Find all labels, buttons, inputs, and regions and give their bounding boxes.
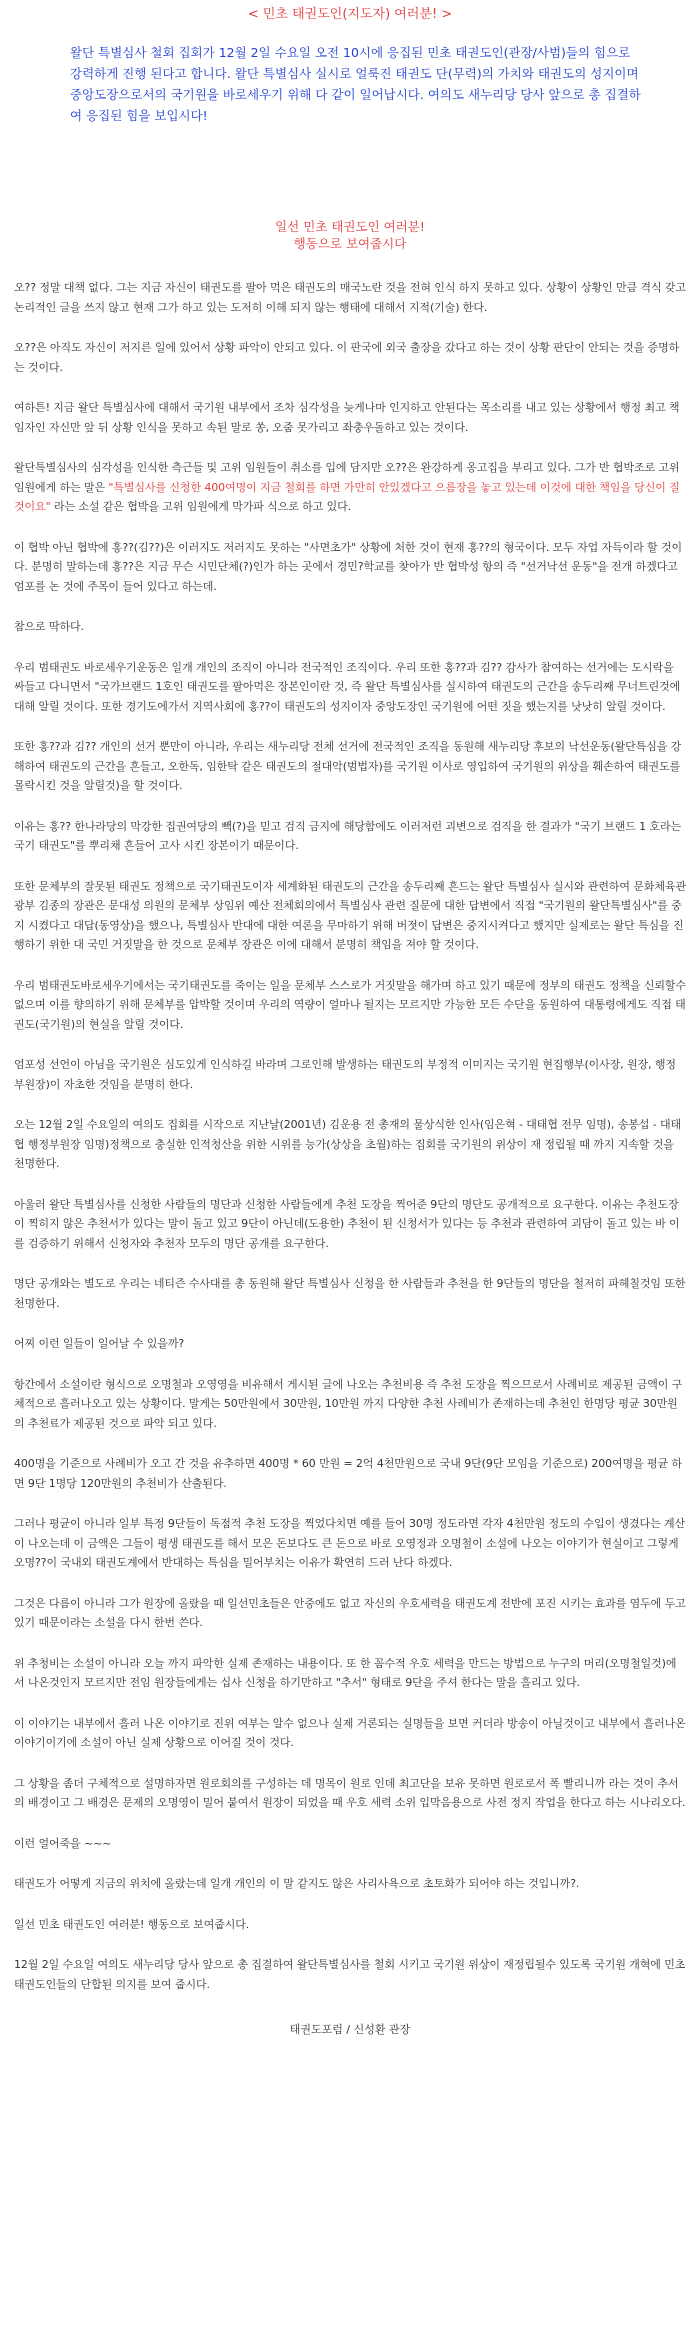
- paragraph-text: 왈단특별심사의 심각성을 인식한 측근들 및 고위 임원들이 취소를 입에 담지만 오??은 완강하게 옹고집을 부리고 있다. 그가 반 협박조로 고위 임원에게 하는 말은: [14, 461, 680, 494]
- paragraph-text: 라는 소설 같은 협박을 고위 임원에게 막가파 식으로 하고 있다.: [50, 500, 352, 513]
- highlighted-quote: "특별심사를 신청한 400여명이 지금 철회를 하면 가만히 안있겠다고 으름장을 놓고 있는데 이것에 대한 책임을 당신이 질 것이요": [14, 480, 680, 513]
- subtitle-line-1: 일선 민초 태권도인 여러분!: [275, 219, 425, 234]
- paragraph: 그것은 다름이 아니라 그가 원장에 올랐을 때 일선민초들은 안중에도 없고 자신의 우호세력을 태권도계 전반에 포진 시키는 효과를 염두에 두고 있기 때문이라는 소설을 다시 한번 쓴다.: [14, 1596, 686, 1629]
- paragraph: 우리 범태권도 바로세우기운동은 일개 개인의 조직이 아니라 전국적인 조직이다. 우리 또한 홍??과 김?? 감사가 참여하는 선거에는 도시락을 싸들고 다니면서 "국가브랜드 1호인 태권도를 팔아먹은 장본인이란 것, 즉 왈단 특별심사를 실시하여 태권도의 근간을 송두리째 무너트린것에 대해 알릴 것이다. 또한 경기도에가서 지역사회에 홍??이 태권도의 성지이자 중앙도장인 국기원에 어떤 짓을 했는지를 낫낫히 알릴 것이다.: [14, 660, 681, 713]
- paragraph: 우리 범태권도바로세우기에서는 국기태권도를 죽이는 일을 문체부 스스로가 거짓말을 해가며 하고 있기 때문에 정부의 태권도 정책을 신뢰할수 없으며 이를 향의하기 위해 문체부를 압박할 것이며 우리의 역량이 얼마나 될지는 모르지만 가능한 모든 수단을 동원하여 대통령에게도 직접 태권도(국기원)의 현실을 알릴 것이다.: [14, 978, 686, 1031]
- paragraph: 이 협박 아닌 협박에 홍??(김??)은 이러지도 저러지도 못하는 "사면초가" 상황에 처한 것이 현재 홍??의 형국이다. 모두 자업 자득이라 할 것이다. 분명히 말하는데 홍??은 지금 무슨 시민단체(?)인가 하는 곳에서 경민?학교를 찾아가 반 협박성 항의 즉 "선거낙선 운동"을 전개 하겠다고 엄포를 논 것에 주목이 들어 있다고 하는데.: [14, 540, 683, 593]
- paragraph: 태권도가 어떻게 지금의 위치에 올랐는데 일개 개인의 이 말 같지도 않은 사리사욕으로 초토화가 되어야 하는 것입니까?.: [14, 1877, 580, 1890]
- paragraph: 오는 12월 2일 수요일의 여의도 집회를 시작으로 지난날(2001년) 김운용 전 총재의 물상식한 인사(임은혁 - 대태협 전무 임명), 송봉섭 - 대태협 행정부원장 임명)정책으로 충실한 인적청산을 위한 시위를 능가(상상을 초월)하는 집회를 국기원의 위상이 재 정립될 때 까지 지속할 것을 천명한다.: [14, 1118, 682, 1170]
- paragraph: 오??은 아직도 자신이 저지른 일에 있어서 상황 파악이 안되고 있다. 이 판국에 외국 출장을 갔다고 하는 것이 상황 판단이 안되는 것을 증명하는 것이다.: [14, 341, 680, 374]
- paragraph: 그러나 평균이 아니라 일부 특정 9단들이 독점적 추천 도장을 찍었다치면 예를 들어 30명 정도라면 각자 4천만원 정도의 수입이 생겼다는 계산이 나오는데 이 금액은 그들이 평생 태권도를 해서 모은 돈보다도 큰 돈으로 바로 오영정과 오명철이 소설에 나오는 이야기가 현실이고 그렇게 오명??이 국내외 태권도계에서 반대하는 특심을 밀어부치는 이유가 확연히 드러 난다 하겠다.: [14, 1517, 686, 1569]
- paragraph: 일선 민초 태권도인 여러분! 행동으로 보여줍시다.: [14, 1917, 250, 1931]
- paragraph: 어찌 이런 일들이 일어날 수 있을까?: [14, 1337, 185, 1350]
- paragraph: 400명을 기준으로 사례비가 오고 간 것을 유추하면 400명 * 60 만원 = 2억 4천만원으로 국내 9단(9단 모임을 기준으로) 200여명을 평균 하면 9단 1명당 120만원의 추천비가 산출된다.: [14, 1457, 682, 1490]
- paragraph: 엄포성 선언이 아님을 국기원은 심도있게 인식하길 바라며 그로인해 발생하는 태권도의 부정적 이미지는 국기원 현집행부(이사장, 원장, 행정부원장)이 자초한 것임을 분명히 한다.: [14, 1058, 676, 1091]
- paragraph: 항간에서 소설이란 형식으로 오명철과 오영영을 비유해서 게시된 글에 나오는 추천비용 즉 추천 도장을 찍으므로서 사례비로 제공된 금액이 구체적으로 흘러나오고 있는 상황이다. 말게는 50만원에서 30만원, 10만원 까지 다양한 추천 사례비가 존재하는데 추천인 한명당 평균 30만원의 추천료가 제공된 것으로 파악 되고 있다.: [14, 1377, 683, 1430]
- paragraph: 오?? 정말 대책 없다. 그는 지금 자신이 태권도를 팔아 먹은 태권도의 매국노란 것을 전혀 인식 하지 못하고 있다. 상황이 상황인 만큼 격식 갖고 논리적인 글을 쓰지 않고 현재 그가 하고 있는 도저히 이해 되지 않는 행태에 대해서 지적(기술) 한다.: [14, 281, 686, 314]
- subtitle-line-2: 행동으로 보여줍시다: [293, 236, 407, 251]
- subtitle: [14, 218, 686, 252]
- paragraph: 아울러 왈단 특별심사를 신청한 사람들의 명단과 신청한 사람들에게 추천 도장을 찍어준 9단의 명단도 공개적으로 요구한다. 이유는 추천도장이 찍히지 않은 추천서가 있다는 말이 돌고 있고 9단이 아닌데(도용한) 추천이 된 신청서가 있다는 등 추천과 관련하여 괴담이 돌고 있는 바 이를 검증하기 위해서 신청자와 추천자 모두의 명단 공개를 요구한다.: [14, 1197, 680, 1250]
- paragraph: 참으로 딱하다.: [14, 620, 84, 633]
- page-title: < 민초 태권도인(지도자) 여러분! >: [247, 7, 453, 22]
- paragraph: 이 이야기는 내부에서 흘러 나온 이야기로 진위 여부는 알수 없으나 실제 거론되는 실명들을 보면 커더라 방송이 아닐것이고 내부에서 흘러나온 이야기이기에 소설이 아닌 실제 상황으로 이어질 것이 것다.: [14, 1716, 686, 1749]
- paragraph: [14, 458, 686, 517]
- article-body: [14, 278, 686, 1994]
- paragraph: 또한 문체부의 잘못된 태권도 정책으로 국기태권도이자 세계화된 태권도의 근간을 송두리째 흔드는 왈단 특별심사 실시와 관련하여 문화체육관광부 김종의 장관은 문대성 의원의 문체부 상임위 예산 전체회의에서 특별심사 관련 질문에 대한 답변에서 직접 "국기원의 왈단특별심사"를 중지 시켰다고 대답(동영상)을 했으나, 특별심사 반대에 대한 여론을 무마하기 위해 버젓이 답변은 중지시켜다고 했지만 실제로는 왈단 특심을 진행하기 위한 대 국민 거짓말을 한 것으로 문체부 장관은 이에 대해서 분명히 책임을 져야 할 것이다.: [14, 879, 686, 951]
- signature: 태권도포럼 / 신성환 관장: [289, 2023, 411, 2036]
- paragraph: 그 상황을 좀더 구체적으로 설명하자면 원로회의를 구성하는 데 명목이 원로 인데 최고단을 보유 못하면 원로로서 폭 빨리니까 라는 것이 추서의 배경이고 그 배경은 문제의 오명영이 밀어 붙여서 원장이 되었을 때 우호 세력 소위 입막음용으로 사전 정지 작업을 한다고 하는 시나리오다.: [14, 1776, 686, 1809]
- paragraph: 이런 얼어죽을 ~~~: [14, 1836, 112, 1850]
- paragraph: 위 추청비는 소설이 아니라 오늘 까지 파악한 실제 존재하는 내용이다. 또 한 꼼수적 우호 세력을 만드는 방법으로 누구의 머리(오명철일것)에서 나온것인지 모르지만 전임 원장들에게는 십사 신청을 하기만하고 "추서" 형태로 9단을 주셔 한다는 말을 흘리고 있다.: [14, 1656, 677, 1689]
- paragraph: 명단 공개와는 별도로 우리는 네티즌 수사대를 총 동원해 왈단 특별심사 신청을 한 사람들과 추천을 한 9단들의 명단을 철저히 파헤칠것임 또한 천명한다.: [14, 1277, 686, 1310]
- intro-paragraph: 왈단 특별심사 철회 집회가 12월 2일 수요일 오전 10시에 응집된 민초 태권도인(관장/사범)들의 힘으로 강력하게 진행 된다고 합니다. 왈단 특별심사 실시로 얼룩진 태권도 단(무력)의 가치와 태권도의 성지이며 중앙도장으로서의 국기원을 바로세우기 위해 다 같이 일어납시다. 여의도 새누리당 당사 앞으로 총 집결하여 응집된 힘을 보입시다!: [70, 45, 641, 123]
- paragraph: 또한 홍??과 김?? 개인의 선거 뿐만이 아니라, 우리는 새누리당 전체 선거에 전국적인 조직을 동원해 새누리당 후보의 낙선운동(왈단특심을 강해하여 태권도의 근간을 흔들고, 오한독, 임한탁 같은 태권도의 절대악(범법자)를 국기원 이사로 영입하여 국기원의 위상을 훼손하여 태권도를 몰락시킨 것을 알릴것)을 할 것이다.: [14, 740, 682, 792]
- paragraph: 이유는 홍?? 한나라당의 막강한 집권여당의 빽(?)을 믿고 검직 금지에 해당함에도 이러저런 괴변으로 검직을 한 결과가 "국기 브랜드 1 호라는 국기 태권도"를 뿌리채 흔들어 고사 시킨 장본이기 때문이다.: [14, 819, 681, 852]
- paragraph: 여하튼! 지금 왈단 특별심사에 대해서 국기원 내부에서 조차 심각성을 늦게나마 인지하고 안된다는 목소리를 내고 있는 상황에서 행정 최고 책임자인 자신만 앞 뒤 상황 인식을 못하고 속된 말로 쏭, 오줌 못가리고 좌충우돌하고 있는 것이다.: [14, 401, 680, 434]
- paragraph: 12월 2일 수요일 여의도 새누리당 당사 앞으로 총 집결하여 왈단특별심사를 철회 시키고 국기원 위상이 재정립될수 있도록 국기원 개혁에 민초태권도인들의 단합된 의지를 보여 줍시다.: [14, 1958, 686, 1991]
